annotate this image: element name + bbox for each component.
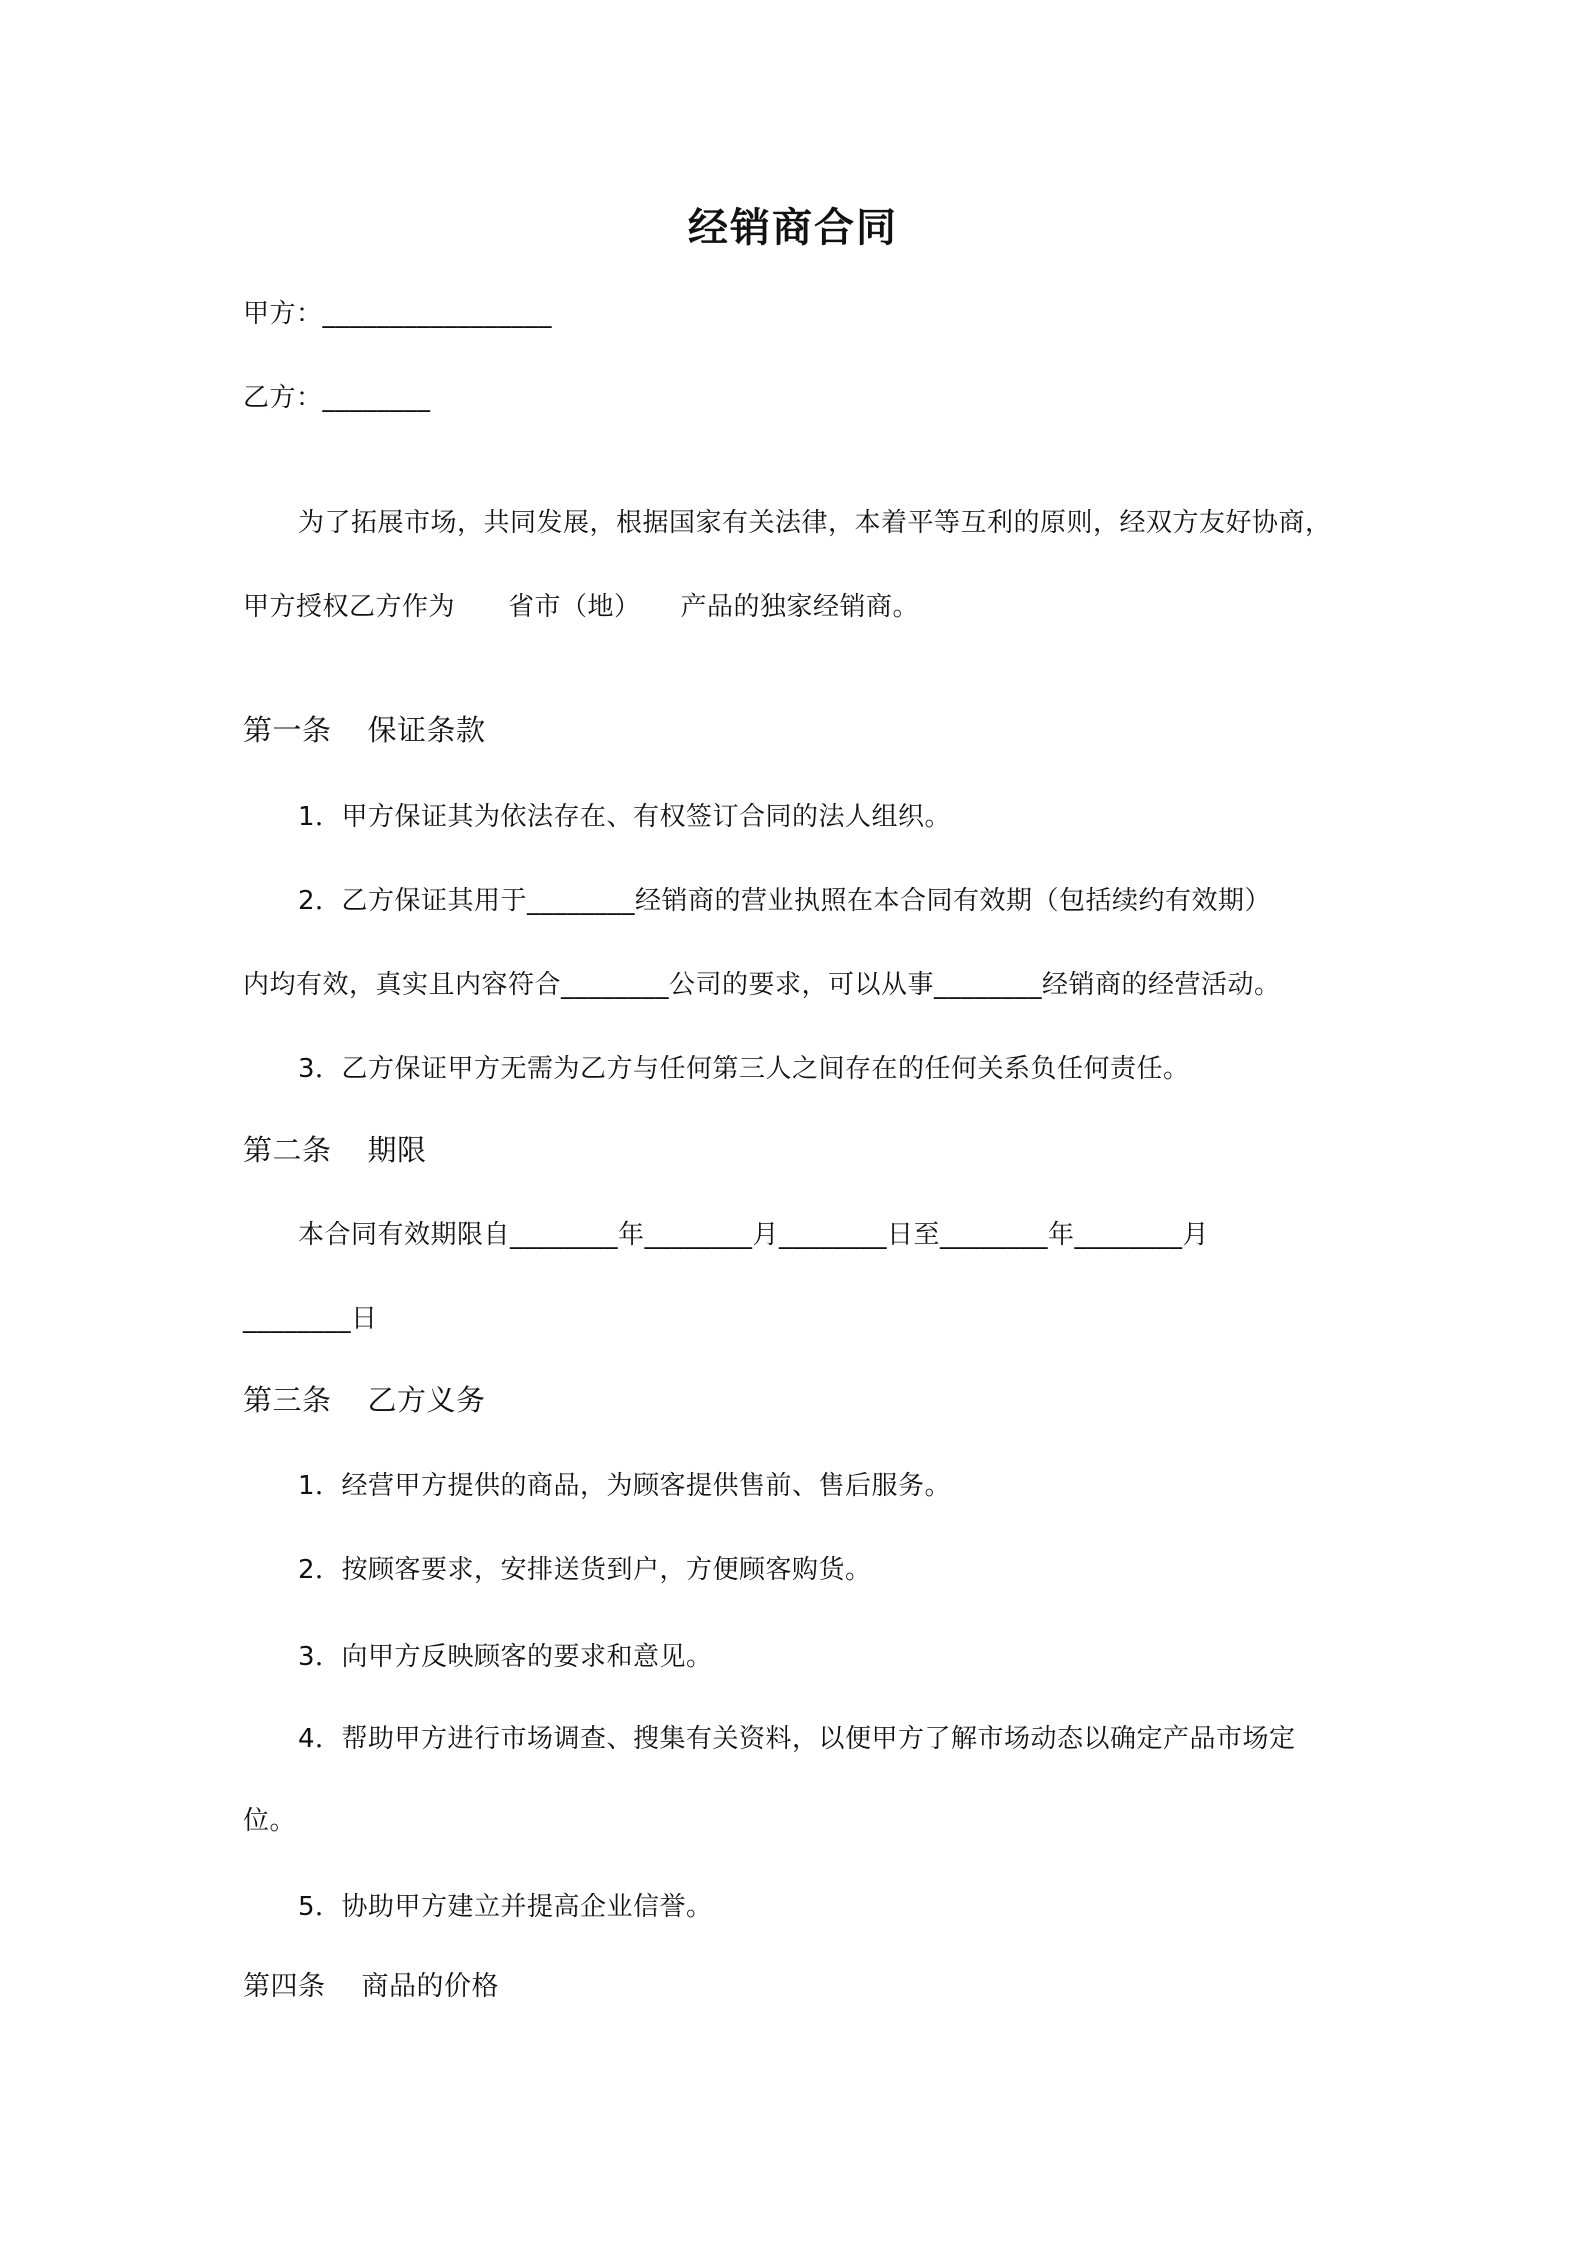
article-3-item-2: 2．按顾客要求，安排送货到户，方便顾客购货。	[298, 1555, 872, 1585]
article-3-item-4: 4．帮助甲方进行市场调查、搜集有关资料，以便甲方了解市场动态以确定产品市场定	[298, 1724, 1296, 1754]
article-2-line-2: ________日	[243, 1304, 378, 1334]
article-3-item-1: 1．经营甲方提供的商品，为顾客提供售前、售后服务。	[298, 1471, 952, 1501]
party-b-line: 乙方：________	[243, 383, 431, 413]
article-3-heading	[243, 1383, 486, 1417]
article-1-item-3: 3．乙方保证甲方无需为乙方与任何第三人之间存在的任何关系负任何责任。	[298, 1054, 1190, 1084]
article-4-title: 商品的价格	[361, 1971, 499, 2002]
article-1-item-1: 1．甲方保证其为依法存在、有权签订合同的法人组织。	[298, 802, 952, 832]
party-a-line: 甲方：_________________	[243, 299, 553, 329]
article-3-number: 第三条	[243, 1383, 332, 1417]
intro-line-2: 甲方授权乙方作为 省市（地） 产品的独家经销商。	[243, 592, 920, 622]
intro-line-1: 为了拓展市场，共同发展，根据国家有关法律，本着平等互利的原则，经双方友好协商，	[298, 508, 1332, 538]
article-1-item-2: 2．乙方保证其用于________经销商的营业执照在本合同有效期（包括续约有效期）	[298, 886, 1272, 916]
article-3-title: 乙方义务	[367, 1383, 486, 1417]
article-2-title: 期限	[367, 1133, 427, 1167]
article-3-item-5: 5．协助甲方建立并提高企业信誉。	[298, 1892, 713, 1922]
article-4-heading	[243, 1970, 499, 2004]
article-1-number: 第一条	[243, 713, 332, 747]
article-2-number: 第二条	[243, 1133, 332, 1167]
article-4-number: 第四条	[243, 1971, 326, 2002]
article-2-line-1: 本合同有效期限自________年________月________日至________年________月	[298, 1220, 1210, 1250]
article-2-heading	[243, 1133, 427, 1167]
article-3-item-4-cont: 位。	[243, 1806, 297, 1836]
article-3-item-3: 3．向甲方反映顾客的要求和意见。	[298, 1642, 713, 1672]
article-1-heading	[243, 713, 486, 747]
article-1-item-2-cont: 内均有效，真实且内容符合________公司的要求，可以从事________经销商的经营活动。	[243, 970, 1281, 1000]
document-title: 经销商合同	[688, 205, 898, 251]
article-1-title: 保证条款	[367, 713, 486, 747]
